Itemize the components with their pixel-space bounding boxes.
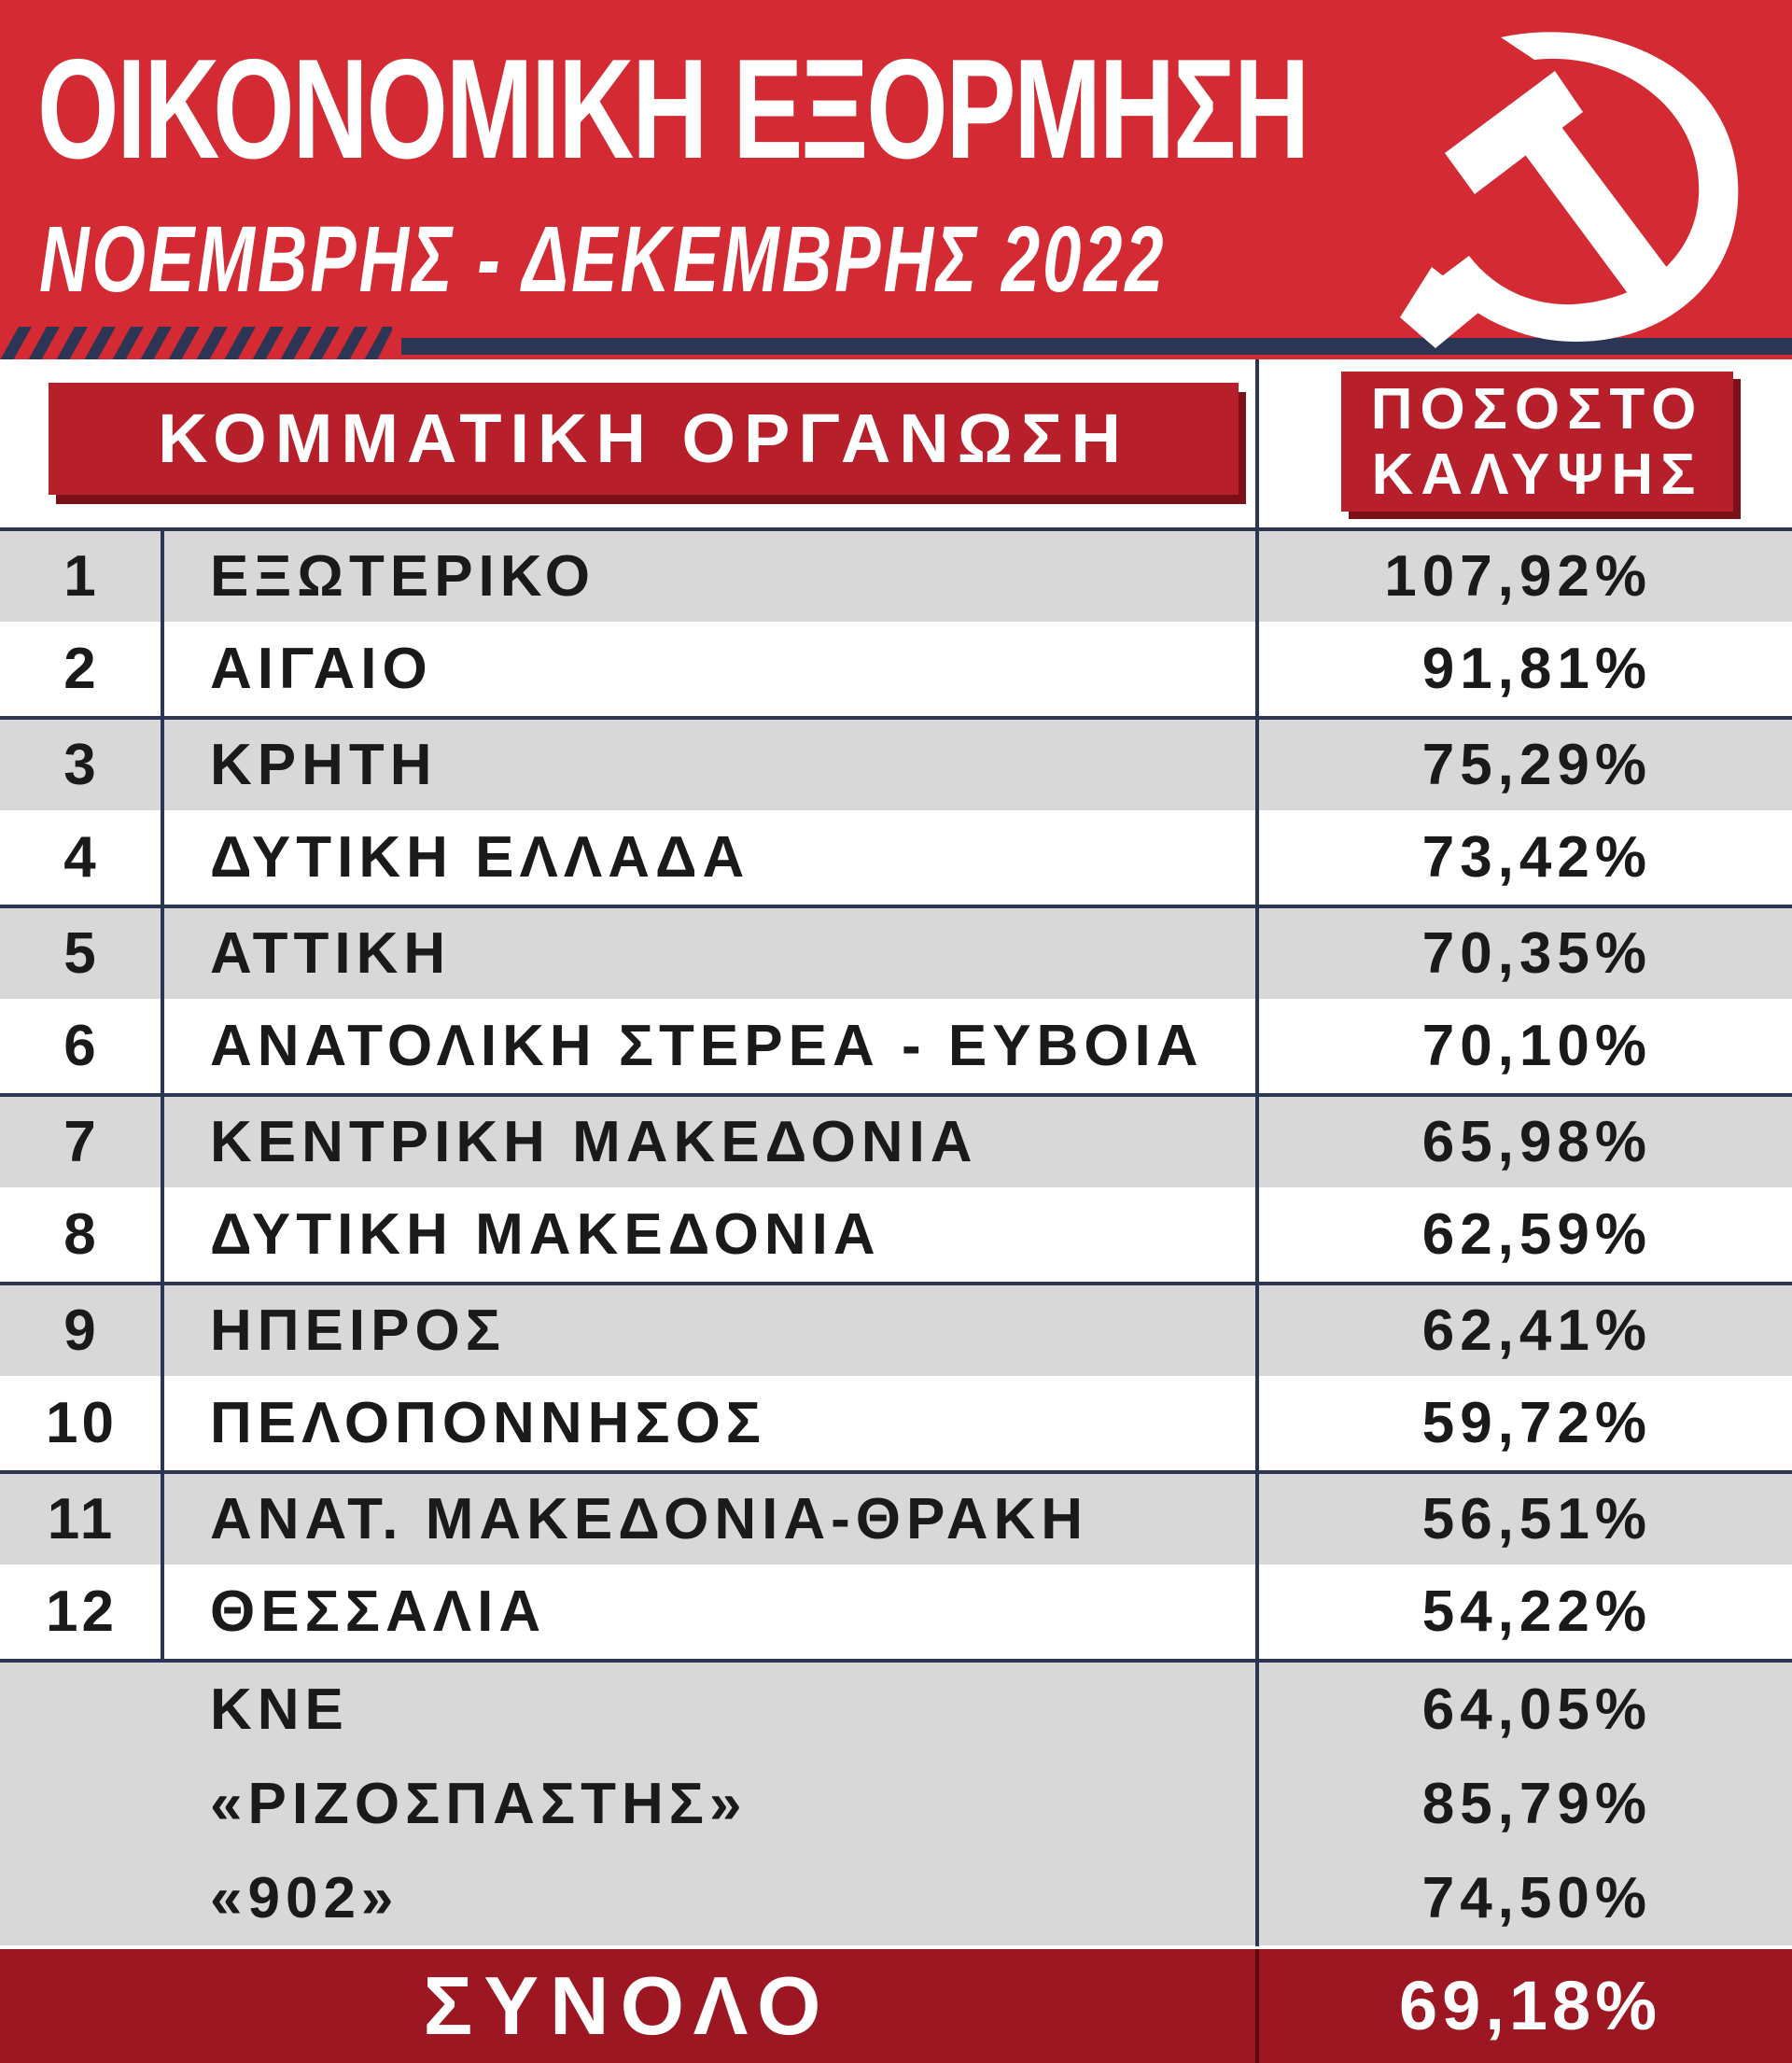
row-organization: ΚΡΗΤΗ — [210, 733, 438, 797]
row-percent: 65,98% — [1421, 1110, 1652, 1174]
extra-organization: «ΡΙΖΟΣΠΑΣΤΗΣ» — [210, 1772, 748, 1836]
table-row — [0, 716, 1792, 810]
row-rank: 6 — [63, 1014, 100, 1078]
row-organization: ΑΝΑΤ. ΜΑΚΕΔΟΝΙΑ-ΘΡΑΚΗ — [210, 1487, 1089, 1551]
total-divider — [1255, 1949, 1259, 2063]
row-organization: ΑΝΑΤΟΛΙΚΗ ΣΤΕΡΕΑ - ΕΥΒΟΙΑ — [210, 1014, 1204, 1078]
organization-column-header — [49, 383, 1239, 495]
extra-organization: «902» — [210, 1866, 399, 1930]
row-percent: 107,92% — [1384, 544, 1652, 609]
table-row — [0, 905, 1792, 999]
row-organization: ΗΠΕΙΡΟΣ — [210, 1298, 506, 1363]
row-rank: 1 — [63, 544, 100, 609]
row-rank: 9 — [63, 1298, 100, 1363]
total-bar — [0, 1949, 1792, 2063]
row-organization: ΑΙΓΑΙΟ — [210, 637, 433, 701]
header-banner — [0, 0, 1792, 359]
extra-percent: 64,05% — [1421, 1677, 1652, 1742]
extra-percent: 74,50% — [1421, 1866, 1652, 1930]
row-rank: 8 — [63, 1202, 100, 1267]
list-item — [0, 1851, 1792, 1945]
row-percent: 54,22% — [1421, 1579, 1652, 1644]
row-rank: 10 — [46, 1391, 118, 1455]
table-row — [0, 1470, 1792, 1565]
row-percent: 62,59% — [1421, 1202, 1652, 1267]
row-organization: ΚΕΝΤΡΙΚΗ ΜΑΚΕΔΟΝΙΑ — [210, 1110, 978, 1174]
row-rank: 7 — [63, 1110, 100, 1174]
list-item — [0, 1757, 1792, 1851]
percent-column-divider — [1255, 359, 1259, 1946]
row-organization: ΔΥΤΙΚΗ ΕΛΛΑΔΑ — [210, 825, 750, 890]
row-rank: 12 — [46, 1579, 118, 1644]
table-row — [0, 1565, 1792, 1659]
row-percent: 62,41% — [1421, 1298, 1652, 1363]
row-rank: 5 — [63, 921, 100, 986]
row-rank: 3 — [63, 733, 100, 797]
page-subtitle: ΝΟΕΜΒΡΗΣ - ΔΕΚΕΜΒΡΗΣ 2022 — [39, 207, 1167, 312]
rank-column-divider — [161, 527, 164, 1659]
row-rank: 11 — [47, 1487, 117, 1551]
hammer-and-sickle-icon — [1391, 17, 1755, 358]
row-percent: 91,81% — [1421, 637, 1652, 701]
organization-header-label: ΚΟΜΜΑΤΙΚΗ ΟΡΓΑΝΩΣΗ — [158, 400, 1129, 477]
table-row — [0, 527, 1792, 622]
list-item — [0, 1663, 1792, 1757]
row-rank: 2 — [63, 637, 100, 701]
row-percent: 75,29% — [1421, 733, 1652, 797]
table-row — [0, 1187, 1792, 1282]
page-title: ΟΙΚΟΝΟΜΙΚΗ ΕΞΟΡΜΗΣΗ — [37, 30, 1309, 189]
table-row — [0, 810, 1792, 905]
row-percent: 70,35% — [1421, 921, 1652, 986]
additional-organizations — [0, 1659, 1792, 1945]
row-percent: 56,51% — [1421, 1487, 1652, 1551]
table-row — [0, 622, 1792, 716]
row-percent: 70,10% — [1421, 1014, 1652, 1078]
row-percent: 59,72% — [1421, 1391, 1652, 1455]
extra-percent: 85,79% — [1421, 1772, 1652, 1836]
total-percent: 69,18% — [1399, 1967, 1661, 2044]
table-row — [0, 1282, 1792, 1376]
table-row — [0, 999, 1792, 1093]
table-row — [0, 1376, 1792, 1470]
table-row — [0, 1093, 1792, 1187]
extra-organization: ΚΝΕ — [210, 1677, 349, 1742]
diagonal-stripes-decoration — [0, 327, 392, 359]
row-organization: ΘΕΣΣΑΛΙΑ — [210, 1579, 547, 1644]
row-organization: ΠΕΛΟΠΟΝΝΗΣΟΣ — [210, 1391, 767, 1455]
coverage-column-header — [1341, 372, 1733, 512]
row-organization: ΔΥΤΙΚΗ ΜΑΚΕΔΟΝΙΑ — [210, 1202, 881, 1267]
row-percent: 73,42% — [1421, 825, 1652, 890]
row-organization: ΑΤΤΙΚΗ — [210, 921, 452, 986]
row-organization: ΕΞΩΤΕΡΙΚΟ — [210, 544, 595, 609]
coverage-header-line2: ΚΑΛΥΨΗΣ — [1371, 442, 1703, 507]
coverage-table — [0, 527, 1792, 1945]
coverage-header-line1: ΠΟΣΟΣΤΟ — [1370, 377, 1704, 442]
row-rank: 4 — [63, 825, 100, 890]
total-label: ΣΥΝΟΛΟ — [423, 1959, 833, 2052]
